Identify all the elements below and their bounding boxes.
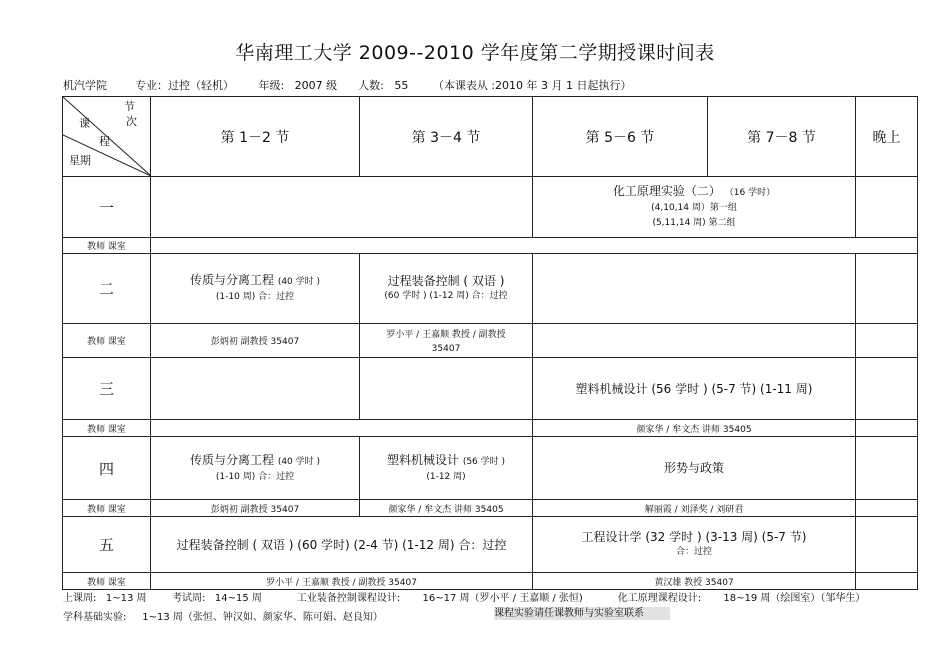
header-evening: 晚上 [856,97,918,177]
teacher-info: 黄汉雄 教授 35407 [533,573,856,590]
course-cell-empty [360,358,533,420]
footer-note: 课程实验请任课教师与实验室联系 [494,607,670,620]
teacher-label: 教师 课室 [63,420,151,437]
teacher-info: 颜家华 / 牟文杰 讲师 35405 [360,500,533,517]
course-cell-empty [856,517,918,573]
course-cell-empty [533,254,856,324]
course-title: 过程装备控制 ( 双语 ) [387,274,505,288]
teacher-info: 罗小平 / 王嘉顺 教授 / 副教授 35407 [151,573,533,590]
teacher-row-fri [63,573,918,590]
course-cell [151,437,360,500]
day-label: 五 [63,517,151,573]
header-slot-3-4: 第 3－4 节 [360,97,533,177]
course-title: 传质与分离工程 [189,452,274,467]
teacher-cell-empty [151,420,533,437]
course-hours: (40 学时 ) [277,277,321,287]
corner-ke: 课 [79,117,90,130]
day-label: 四 [63,437,151,500]
course-cell [533,177,856,238]
header-slot-5-6: 第 5－6 节 [533,97,708,177]
timetable [62,96,918,590]
teacher-row-tue [63,324,918,358]
teacher-names: 罗小平 / 王嘉顺 教授 / 副教授 [386,330,506,340]
teacher-cell-empty [856,500,918,517]
day-row-fri [63,517,918,573]
course-cell-empty [151,177,533,238]
teacher-row-thu [63,500,918,517]
course-cell-empty [151,358,360,420]
header-slot-1-2: 第 1－2 节 [151,97,360,177]
corner-ci: 次 [126,115,137,128]
footer-lab: 学科基础实验: 1~13 周（张恒、钟汉如、颜家华、陈可娟、赵良知） [63,612,383,623]
info-count: 人数: 55 [358,79,409,92]
day-row-wed [63,358,918,420]
corner-cell [63,97,151,177]
teacher-info [360,324,533,358]
course-cell [533,517,856,573]
course-sub: (1-12 周) [426,471,466,482]
header-slot-7-8: 第 7－8 节 [708,97,856,177]
course-cell-empty [856,254,918,324]
day-row-mon [63,177,918,238]
course-cell-empty [856,358,918,420]
course-group-2: (5,11,14 周) 第二组 [652,218,736,228]
teacher-cell-empty [856,324,918,358]
teacher-label: 教师 课室 [63,324,151,358]
teacher-info: 解丽霞 / 刘泽奖 / 刘研君 [533,500,856,517]
teacher-cell-empty [151,238,918,254]
course-title: 工程设计学 (32 学时 ) (3-13 周) (5-7 节) [581,530,807,544]
course-cell-empty [856,177,918,238]
teacher-label: 教师 课室 [63,500,151,517]
course-title: 传质与分离工程 [189,273,274,287]
course-cell: 过程装备控制 ( 双语 ) (60 学时) (2-4 节) (1-12 周) 合：过控 [151,517,533,573]
footer-schedule: 上课周: 1~13 周 考试周: 14~15 周 工业装备控制课程设计: 16~17 周（罗小平 / 王嘉顺 / 张恒) 化工原理课程设计: 18~19 周（绘图室）（邹华生） [63,593,866,604]
teacher-cell-empty [856,420,918,437]
course-sub: 合：过控 [675,547,712,557]
teacher-info: 彭炳初 副教授 35407 [151,324,360,358]
course-title: 塑料机械设计 [386,452,459,467]
info-major: 专业：过控（轻机） [134,79,234,92]
day-label: 一 [63,177,151,238]
corner-xingqi: 星期 [69,154,91,167]
info-line [63,77,632,93]
course-cell: 塑料机械设计 (56 学时 ) (5-7 节) (1-11 周) [533,358,856,420]
course-hours: (40 学时 ) [277,456,321,467]
course-cell: 形势与政策 [533,437,856,500]
info-college: 机汽学院 [63,79,107,92]
course-hours: (56 学时 ) [462,456,506,467]
day-label: 三 [63,358,151,420]
course-cell-empty [856,437,918,500]
day-row-thu [63,437,918,500]
course-hours: （16 学时） [724,188,776,198]
course-cell [151,254,360,324]
course-title: 化工原理实验（二） [612,184,721,198]
page-title: 华南理工大学 2009--2010 学年度第二学期授课时间表 [235,42,715,64]
teacher-room: 35407 [431,344,461,354]
teacher-info: 颜家华 / 牟文杰 讲师 35405 [533,420,856,437]
course-cell [360,437,533,500]
teacher-cell-empty [856,573,918,590]
corner-jie: 节 [124,100,135,113]
day-row-tue [63,254,918,324]
corner-cheng: 程 [99,135,110,148]
teacher-row-mon [63,238,918,254]
info-grade: 年级: 2007 级 [258,79,338,92]
course-cell [360,254,533,324]
info-note: （本课表从 :2010 年 3 月 1 日起执行） [432,79,632,92]
course-sub: (60 学时 ) (1-12 周) 合：过控 [384,291,508,301]
teacher-row-wed [63,420,918,437]
teacher-cell-empty [533,324,856,358]
course-group-1: (4,10,14 周）第一组 [651,203,737,213]
header-row [63,97,918,177]
course-sub: (1-10 周) 合：过控 [215,471,295,482]
course-sub: (1-10 周) 合：过控 [215,292,295,302]
day-label: 二 [63,254,151,324]
teacher-label: 教师 课室 [63,573,151,590]
teacher-label: 教师 课室 [63,238,151,254]
teacher-info: 彭炳初 副教授 35407 [151,500,360,517]
